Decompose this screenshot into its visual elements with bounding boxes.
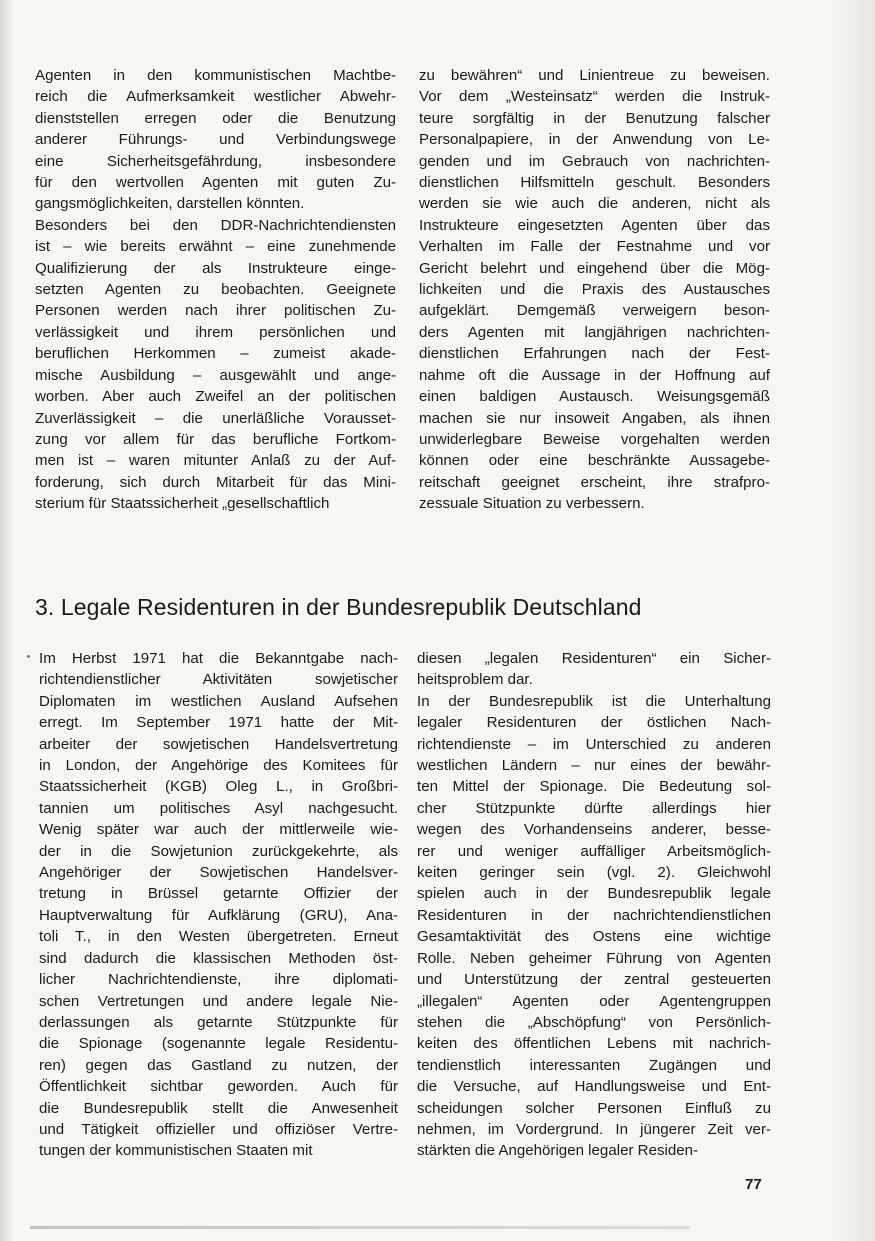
text-line: keiten des öffentlichen Lebens mit nachrich-: [417, 1035, 771, 1053]
text-line: worben. Aber auch Zweifel an der politischen: [35, 388, 396, 406]
text-line: Diplomaten im westlichen Ausland Aufsehen: [39, 692, 398, 710]
text-line: Instrukteure eingesetzten Agenten über das: [419, 216, 770, 234]
text-line: nahme oft die Aussage in der Hoffnung auf: [419, 366, 770, 384]
text-line: Angehöriger der Sowjetischen Handelsver-: [39, 864, 398, 882]
column-top-right: [419, 65, 770, 515]
column-bottom-right: [417, 648, 771, 1162]
text-line: richtendienstlicher Aktivitäten sowjetischer: [39, 671, 398, 689]
text-line: Personen werden nach ihrer politischen Zu-: [35, 302, 396, 320]
text-line: keiten geringer sein (vgl. 2). Gleichwohl: [417, 864, 771, 882]
text-line: legaler Residenturen der östlichen Nach-: [417, 714, 771, 732]
text-line: ren) gegen das Gastland zu nutzen, der: [39, 1056, 398, 1074]
text-line: dienstlichen Hilfsmitteln geschult. Besonders: [419, 174, 770, 192]
text-line: dienststellen erregen oder die Benutzung: [35, 109, 396, 127]
text-line: arbeiter der sowjetischen Handelsvertretung: [39, 735, 398, 753]
text-line: tannien um politisches Asyl nachgesucht.: [39, 799, 398, 817]
text-line: zu bewähren“ und Linientreue zu beweisen.: [419, 67, 770, 84]
text-line: und Tätigkeit offizieller und offiziöser Vertre-: [39, 1120, 398, 1138]
text-line: wegen des Vorhandenseins anderer, besse-: [417, 821, 771, 839]
text-line: Im Herbst 1971 hat die Bekanntgabe nach-: [39, 650, 398, 667]
text-line: tendienstlich interessanten Zugängen und: [417, 1056, 771, 1074]
text-line: rer und weniger auffälliger Arbeitsmöglich-: [417, 842, 771, 860]
text-line: nehmen, im Vordergrund. In jüngerer Zeit ver-: [417, 1120, 771, 1138]
text-line: mische Ausbildung – ausgewählt und ange-: [35, 366, 396, 384]
text-line: derlassungen als getarnte Stützpunkte für: [39, 1013, 398, 1031]
text-line: heitsproblem dar.: [417, 671, 533, 689]
text-line: scheidungen solcher Personen Einfluß zu: [417, 1099, 771, 1117]
text-line: stehen die „Abschöpfung“ von Persönlich-: [417, 1013, 771, 1031]
text-line: und Unterstützung der zentral gesteuerten: [417, 971, 771, 989]
text-line: werden sie wie auch die anderen, nicht als: [419, 195, 770, 213]
margin-mark: [27, 655, 30, 658]
text-line: können oder eine beschränkte Aussagebe-: [419, 452, 770, 470]
text-line: reitschaft geeignet erscheint, ihre strafpro-: [419, 473, 770, 491]
text-line: westlichen Ländern – nur eines der bewähr-: [417, 757, 771, 775]
text-line: sind dadurch die klassischen Methoden öst-: [39, 949, 398, 967]
text-line: dienstlichen Erfahrungen nach der Fest-: [419, 345, 770, 363]
text-line: verlässigkeit und ihrem persönlichen und: [35, 323, 396, 341]
text-line: einen baldigen Austausch. Weisungsgemäß: [419, 388, 770, 406]
text-line: In der Bundesrepublik ist die Unterhaltung: [417, 692, 771, 710]
text-line: toli T., in den Westen übergetreten. Erneut: [39, 928, 398, 946]
section-heading: 3. Legale Residenturen in der Bundesrepublik Deutschland: [35, 594, 642, 620]
text-line: zessuale Situation zu verbessern.: [419, 495, 645, 513]
text-line: stärkten die Angehörigen legaler Residen-: [417, 1142, 699, 1160]
page-right-edge: [835, 0, 875, 1241]
text-line: ders Agenten mit langjährigen nachrichten-: [419, 323, 770, 341]
text-line: Staatssicherheit (KGB) Oleg L., in Großbri-: [39, 778, 398, 796]
text-line: tretung in Brüssel getarnte Offizier der: [39, 885, 398, 903]
text-line: spielen auch in der Bundesrepublik legale: [417, 885, 771, 903]
text-line: ist – wie bereits erwähnt – eine zunehmende: [35, 238, 396, 256]
text-line: der in die Sowjetunion zurückgekehrte, als: [39, 842, 398, 860]
text-line: Rolle. Neben geheimer Führung von Agenten: [417, 949, 771, 967]
text-line: machen sie nur insoweit Angaben, als ihnen: [419, 409, 770, 427]
bottom-rule: [30, 1226, 690, 1229]
text-line: Besonders bei den DDR-Nachrichtendiensten: [35, 216, 396, 234]
text-line: Qualifizierung der als Instrukteure einge-: [35, 259, 396, 277]
text-line: beruflichen Herkommen – zumeist akade-: [35, 345, 396, 363]
text-line: Wenig später war auch der mittlerweile wie-: [39, 821, 398, 839]
text-line: die Versuche, auf Handlungsweise und Ent-: [417, 1078, 771, 1096]
text-line: teure sorgfältig in der Benutzung falscher: [419, 109, 770, 127]
text-line: Zuverlässigkeit – die unerläßliche Vorausset-: [35, 409, 396, 427]
text-line: tungen der kommunistischen Staaten mit: [39, 1142, 313, 1160]
text-line: Öffentlichkeit sichtbar geworden. Auch für: [39, 1078, 398, 1096]
text-line: „illegalen“ Agenten oder Agentengruppen: [417, 992, 771, 1010]
text-line: erregt. Im September 1971 hatte der Mit-: [39, 714, 398, 732]
text-line: lichkeiten und die Praxis des Austausches: [419, 281, 770, 299]
text-line: forderung, sich durch Mitarbeit für das Mini-: [35, 473, 396, 491]
text-line: aufgeklärt. Demgemäß verweigern beson-: [419, 302, 770, 320]
text-line: genden und im Gebrauch von nachrichten-: [419, 152, 770, 170]
text-line: cher Stützpunkte dürfte allerdings hier: [417, 799, 771, 817]
text-line: Residenturen in der nachrichtendienstlichen: [417, 906, 771, 924]
text-line: Vor dem „Westeinsatz“ werden die Instruk-: [419, 88, 770, 106]
text-line: zung vor allem für das berufliche Fortkom-: [35, 430, 396, 448]
text-line: eine Sicherheitsgefährdung, insbesondere: [35, 152, 396, 170]
text-line: men ist – waren mitunter Anlaß zu der Auf-: [35, 452, 396, 470]
text-line: Hauptverwaltung für Aufklärung (GRU), Ana-: [39, 906, 398, 924]
text-line: setzten Agenten zu beobachten. Geeignete: [35, 281, 396, 299]
text-line: Gesamtaktivität des Ostens eine wichtige: [417, 928, 771, 946]
text-line: gangsmöglichkeiten, darstellen könnten.: [35, 195, 305, 213]
column-bottom-left: [39, 648, 398, 1162]
text-line: unwiderlegbare Beweise vorgehalten werden: [419, 430, 770, 448]
text-line: reich die Aufmerksamkeit westlicher Abwehr-: [35, 88, 396, 106]
text-line: anderer Führungs- und Verbindungswege: [35, 131, 396, 149]
text-line: schen Vertretungen und andere legale Nie-: [39, 992, 398, 1010]
text-line: Agenten in den kommunistischen Machtbe-: [35, 67, 396, 84]
text-line: sterium für Staatssicherheit „gesellschaftlich: [35, 495, 330, 513]
text-line: die Spionage (sogenannte legale Residentu-: [39, 1035, 398, 1053]
text-line: Verhalten im Falle der Festnahme und vor: [419, 238, 770, 256]
text-line: licher Nachrichtendienste, ihre diplomati-: [39, 971, 398, 989]
text-line: richtendienste – im Unterschied zu anderen: [417, 735, 771, 753]
text-line: ten Mittel der Spionage. Die Bedeutung sol-: [417, 778, 771, 796]
text-line: Personalpapiere, in der Anwendung von Le-: [419, 131, 770, 149]
text-line: Gericht belehrt und eingehend über die Mög-: [419, 259, 770, 277]
page-number: 77: [745, 1176, 762, 1193]
text-line: für den wertvollen Agenten mit guten Zu-: [35, 174, 396, 192]
text-line: in London, der Angehörige des Komitees für: [39, 757, 398, 775]
column-top-left: [35, 65, 396, 515]
page-binding-edge: [0, 0, 14, 1241]
text-line: die Bundesrepublik stellt die Anwesenheit: [39, 1099, 398, 1117]
text-line: diesen „legalen Residenturen“ ein Sicher-: [417, 650, 771, 667]
